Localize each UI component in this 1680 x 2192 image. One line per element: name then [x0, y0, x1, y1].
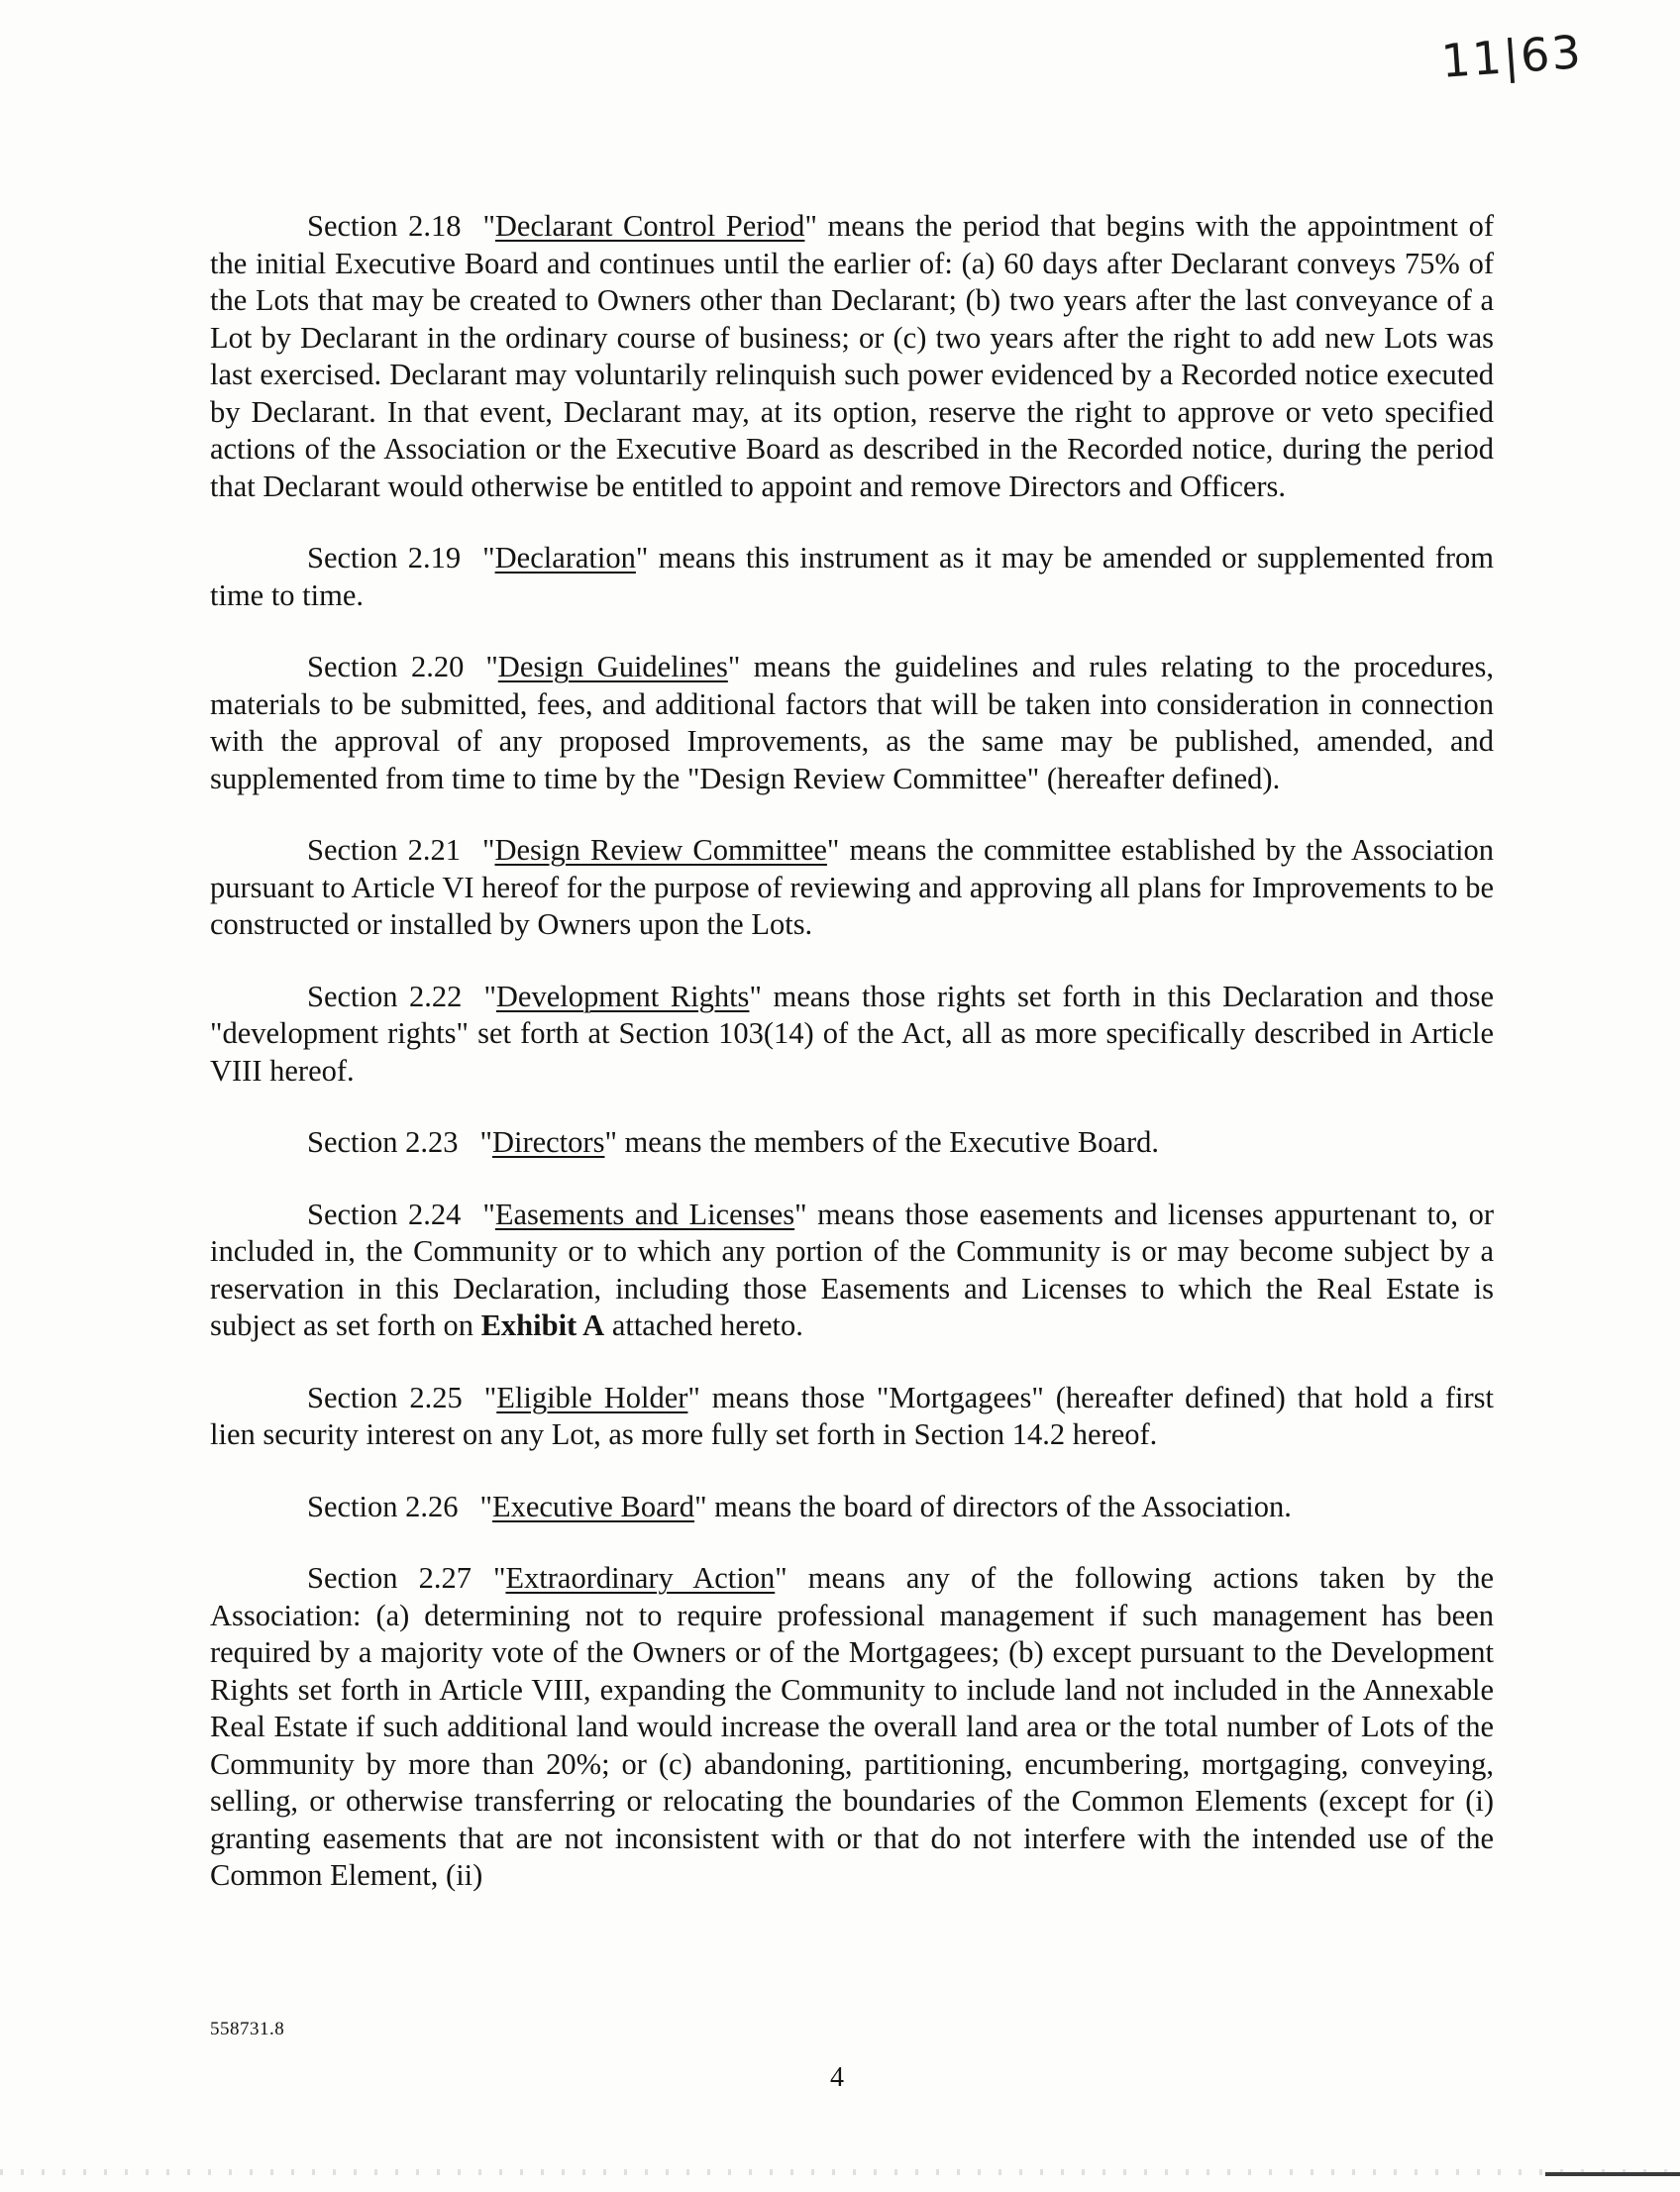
defined-term: Directors — [491, 1125, 605, 1159]
section-text: means those easements and licenses appurtenant to, or included in, the Community or to which any portion of the Community is or may become subject by a reservation in this Declaration, including those Easements and Licenses to which the Real Estate is subject as set forth on — [210, 1197, 1494, 1342]
section-2-24: Section 2.24 "Easements and Licenses" means those easements and licenses appurtenant to, or included in, the Community or to which any portion of the Community is or may become subject by a reservation in this Declaration, including those Easements and Licenses to which the Real Estate is subject as set forth on Exhibit A attached hereto. — [210, 1197, 1494, 1342]
section-number: Section 2.26 — [307, 1489, 459, 1523]
scan-artifact-mark — [1545, 2172, 1680, 2176]
exhibit-reference: Exhibit A — [480, 1308, 605, 1342]
defined-term: Design Guidelines — [497, 650, 728, 683]
section-number: Section 2.21 — [307, 833, 462, 867]
document-id: 558731.8 — [210, 2019, 285, 2039]
section-number: Section 2.23 — [307, 1125, 459, 1159]
section-number: Section 2.27 — [307, 1561, 472, 1595]
section-text: means the committee established by the Association pursuant to Article VI hereof for the purpose of reviewing and approving all plans for Improvements to be constructed or installed by Owners upon the Lots. — [210, 833, 1494, 941]
section-number: Section 2.25 — [307, 1380, 463, 1414]
section-2-26: Section 2.26 "Executive Board" means the board of directors of the Association. — [307, 1489, 1292, 1523]
defined-term: Easements and Licenses — [494, 1197, 795, 1231]
section-text: means the board of directors of the Association. — [714, 1489, 1292, 1523]
handwritten-page-note: 11|63 — [1439, 25, 1585, 88]
section-number: Section 2.20 — [307, 650, 465, 683]
page-number: 4 — [830, 2062, 844, 2093]
section-2-19: Section 2.19 "Declaration" means this instrument as it may be amended or supplemented from time to time. — [210, 541, 1494, 612]
document-body — [210, 208, 1494, 1930]
defined-term: Extraordinary Action — [505, 1561, 776, 1595]
section-number: Section 2.18 — [307, 209, 462, 243]
section-text: means the members of the Executive Board. — [624, 1125, 1160, 1159]
section-number: Section 2.24 — [307, 1197, 462, 1231]
defined-term: Design Review Committee — [494, 833, 827, 867]
defined-term: Eligible Holder — [496, 1380, 688, 1414]
section-2-25: Section 2.25 "Eligible Holder" means those "Mortgagees" (hereafter defined) that hold a first lien security interest on any Lot, as more fully set forth in Section 14.2 hereof. — [210, 1380, 1494, 1451]
section-text-end: attached hereto. — [611, 1308, 803, 1342]
section-text: means any of the following actions taken by the Association: (a) determining not to require professional management if such management has been required by a majority vote of the Owners or of the Mortgagees; (b) except pursuant to the Development Rights set forth in Article VIII, expanding the Community to include land not included in the Annexable Real Estate if such additional land would increase the overall land area or the total number of Lots of the Community by more than 20%; or (c) abandoning, partitioning, encumbering, mortgaging, conveying, selling, or otherwise transferring or relocating the boundaries of the Common Elements (except for (i) granting easements that are not inconsistent with or that do not interfere with the intended use of the Common Element, (ii) — [210, 1561, 1495, 1892]
section-number: Section 2.22 — [307, 979, 463, 1013]
section-2-23: Section 2.23 "Directors" means the members of the Executive Board. — [307, 1125, 1160, 1159]
defined-term: Development Rights — [495, 979, 750, 1013]
section-text: means the period that begins with the appointment of the initial Executive Board and continues until the earlier of: (a) 60 days after Declarant conveys 75% of the Lots that may be created to Owners other than Declarant; (b) two years after the last conveyance of a Lot by Declarant in the ordinary course of business; or (c) two years after the right to add new Lots was last exercised. Declarant may voluntarily relinquish such power evidenced by a Recorded notice executed by Declarant. In that event, Declarant may, at its option, reserve the right to approve or veto specified actions of the Association or the Executive Board as described in the Recorded notice, during the period that Declarant would otherwise be entitled to appoint and remove Directors and Officers. — [210, 209, 1494, 503]
section-text: means the guidelines and rules relating to the procedures, materials to be submitted, fees, and additional factors that will be taken into consideration in connection with the approval of any proposed Improvements, as the same may be published, amended, and supplemented from time to time by the "Design Review Committee" (hereafter defined). — [210, 650, 1494, 795]
section-text: means this instrument as it may be amended or supplemented from time to time. — [210, 541, 1494, 612]
defined-term: Executive Board — [491, 1489, 695, 1523]
section-2-22: Section 2.22 "Development Rights" means those rights set forth in this Declaration and those "development rights" set forth at Section 103(14) of the Act, all as more specifically described in Article VIII hereof. — [210, 979, 1494, 1088]
section-2-20: Section 2.20 "Design Guidelines" means the guidelines and rules relating to the procedures, materials to be submitted, fees, and additional factors that will be taken into consideration in connection with the approval of any proposed Improvements, as the same may be published, amended, and supplemented from time to time by the "Design Review Committee" (hereafter defined). — [210, 650, 1494, 795]
defined-term: Declarant Control Period — [494, 209, 805, 243]
section-text: means those "Mortgagees" (hereafter defined) that hold a first lien security interest on any Lot, as more fully set forth in Section 14.2 hereof. — [210, 1380, 1494, 1451]
defined-term: Declaration — [494, 541, 636, 574]
section-2-18: Section 2.18 "Declarant Control Period" means the period that begins with the appointment of the initial Executive Board and continues until the earlier of: (a) 60 days after Declarant conveys 75% of the Lots that may be created to Owners other than Declarant; (b) two years after the last conveyance of a Lot by Declarant in the ordinary course of business; or (c) two years after the right to add new Lots was last exercised. Declarant may voluntarily relinquish such power evidenced by a Recorded notice executed by Declarant. In that event, Declarant may, at its option, reserve the right to approve or veto specified actions of the Association or the Executive Board as described in the Recorded notice, during the period that Declarant would otherwise be entitled to appoint and remove Directors and Officers. — [210, 209, 1494, 503]
section-2-21: Section 2.21 "Design Review Committee" means the committee established by the Association pursuant to Article VI hereof for the purpose of reviewing and approving all plans for Improvements to be constructed or installed by Owners upon the Lots. — [210, 833, 1494, 941]
section-number: Section 2.19 — [307, 541, 462, 574]
section-2-27: Section 2.27 "Extraordinary Action" means any of the following actions taken by the Association: (a) determining not to require professional management if such management has been required by a majority vote of the Owners or of the Mortgagees; (b) except pursuant to the Development Rights set forth in Article VIII, expanding the Community to include land not included in the Annexable Real Estate if such additional land would increase the overall land area or the total number of Lots of the Community by more than 20%; or (c) abandoning, partitioning, encumbering, mortgaging, conveying, selling, or otherwise transferring or relocating the boundaries of the Common Elements (except for (i) granting easements that are not inconsistent with or that do not interfere with the intended use of the Common Element, (ii) — [210, 1561, 1495, 1892]
section-text: means those rights set forth in this Declaration and those "development rights" set forth at Section 103(14) of the Act, all as more specifically described in Article VIII hereof. — [210, 979, 1494, 1088]
scan-artifact-line — [0, 2169, 1680, 2175]
